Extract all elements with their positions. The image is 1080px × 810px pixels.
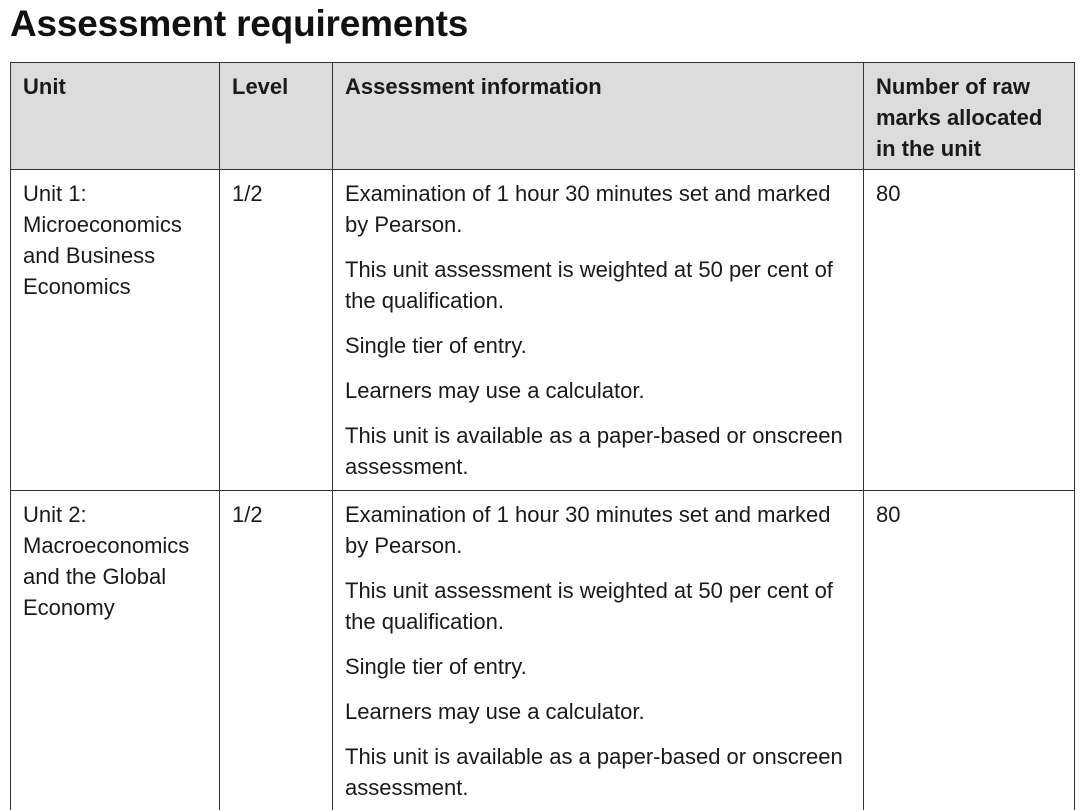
- table-row: [11, 491, 1075, 810]
- unit-cell: Unit 1: Microeconomics and Business Economics: [11, 170, 220, 491]
- header-assessment-information: Assessment information: [333, 63, 864, 170]
- level-cell: 1/2: [220, 491, 333, 810]
- header-level: Level: [220, 63, 333, 170]
- level-cell: 1/2: [220, 170, 333, 491]
- info-paragraph: Examination of 1 hour 30 minutes set and marked by Pearson.: [345, 502, 831, 558]
- info-paragraph: Single tier of entry.: [345, 654, 527, 679]
- marks-cell: 80: [864, 170, 1075, 491]
- assessment-table: [10, 62, 1075, 810]
- info-paragraph: Learners may use a calculator.: [345, 699, 645, 724]
- assessment-info-cell: [333, 491, 864, 810]
- header-unit: Unit: [11, 63, 220, 170]
- info-paragraph: Learners may use a calculator.: [345, 378, 645, 403]
- marks-cell: 80: [864, 491, 1075, 810]
- info-paragraph: This unit assessment is weighted at 50 per cent of the qualification.: [345, 257, 833, 313]
- table-header-row: [11, 63, 1075, 170]
- info-paragraph: This unit assessment is weighted at 50 per cent of the qualification.: [345, 578, 833, 634]
- info-paragraph: This unit is available as a paper-based or onscreen assessment.: [345, 744, 843, 800]
- unit-cell: Unit 2: Macroeconomics and the Global Economy: [11, 491, 220, 810]
- assessment-info-cell: [333, 170, 864, 491]
- info-paragraph: This unit is available as a paper-based or onscreen assessment.: [345, 423, 843, 479]
- header-raw-marks: Number of raw marks allocated in the unit: [864, 63, 1075, 170]
- info-paragraph: Examination of 1 hour 30 minutes set and marked by Pearson.: [345, 181, 831, 237]
- page-title: Assessment requirements: [10, 3, 469, 44]
- info-paragraph: Single tier of entry.: [345, 333, 527, 358]
- table-row: [11, 170, 1075, 491]
